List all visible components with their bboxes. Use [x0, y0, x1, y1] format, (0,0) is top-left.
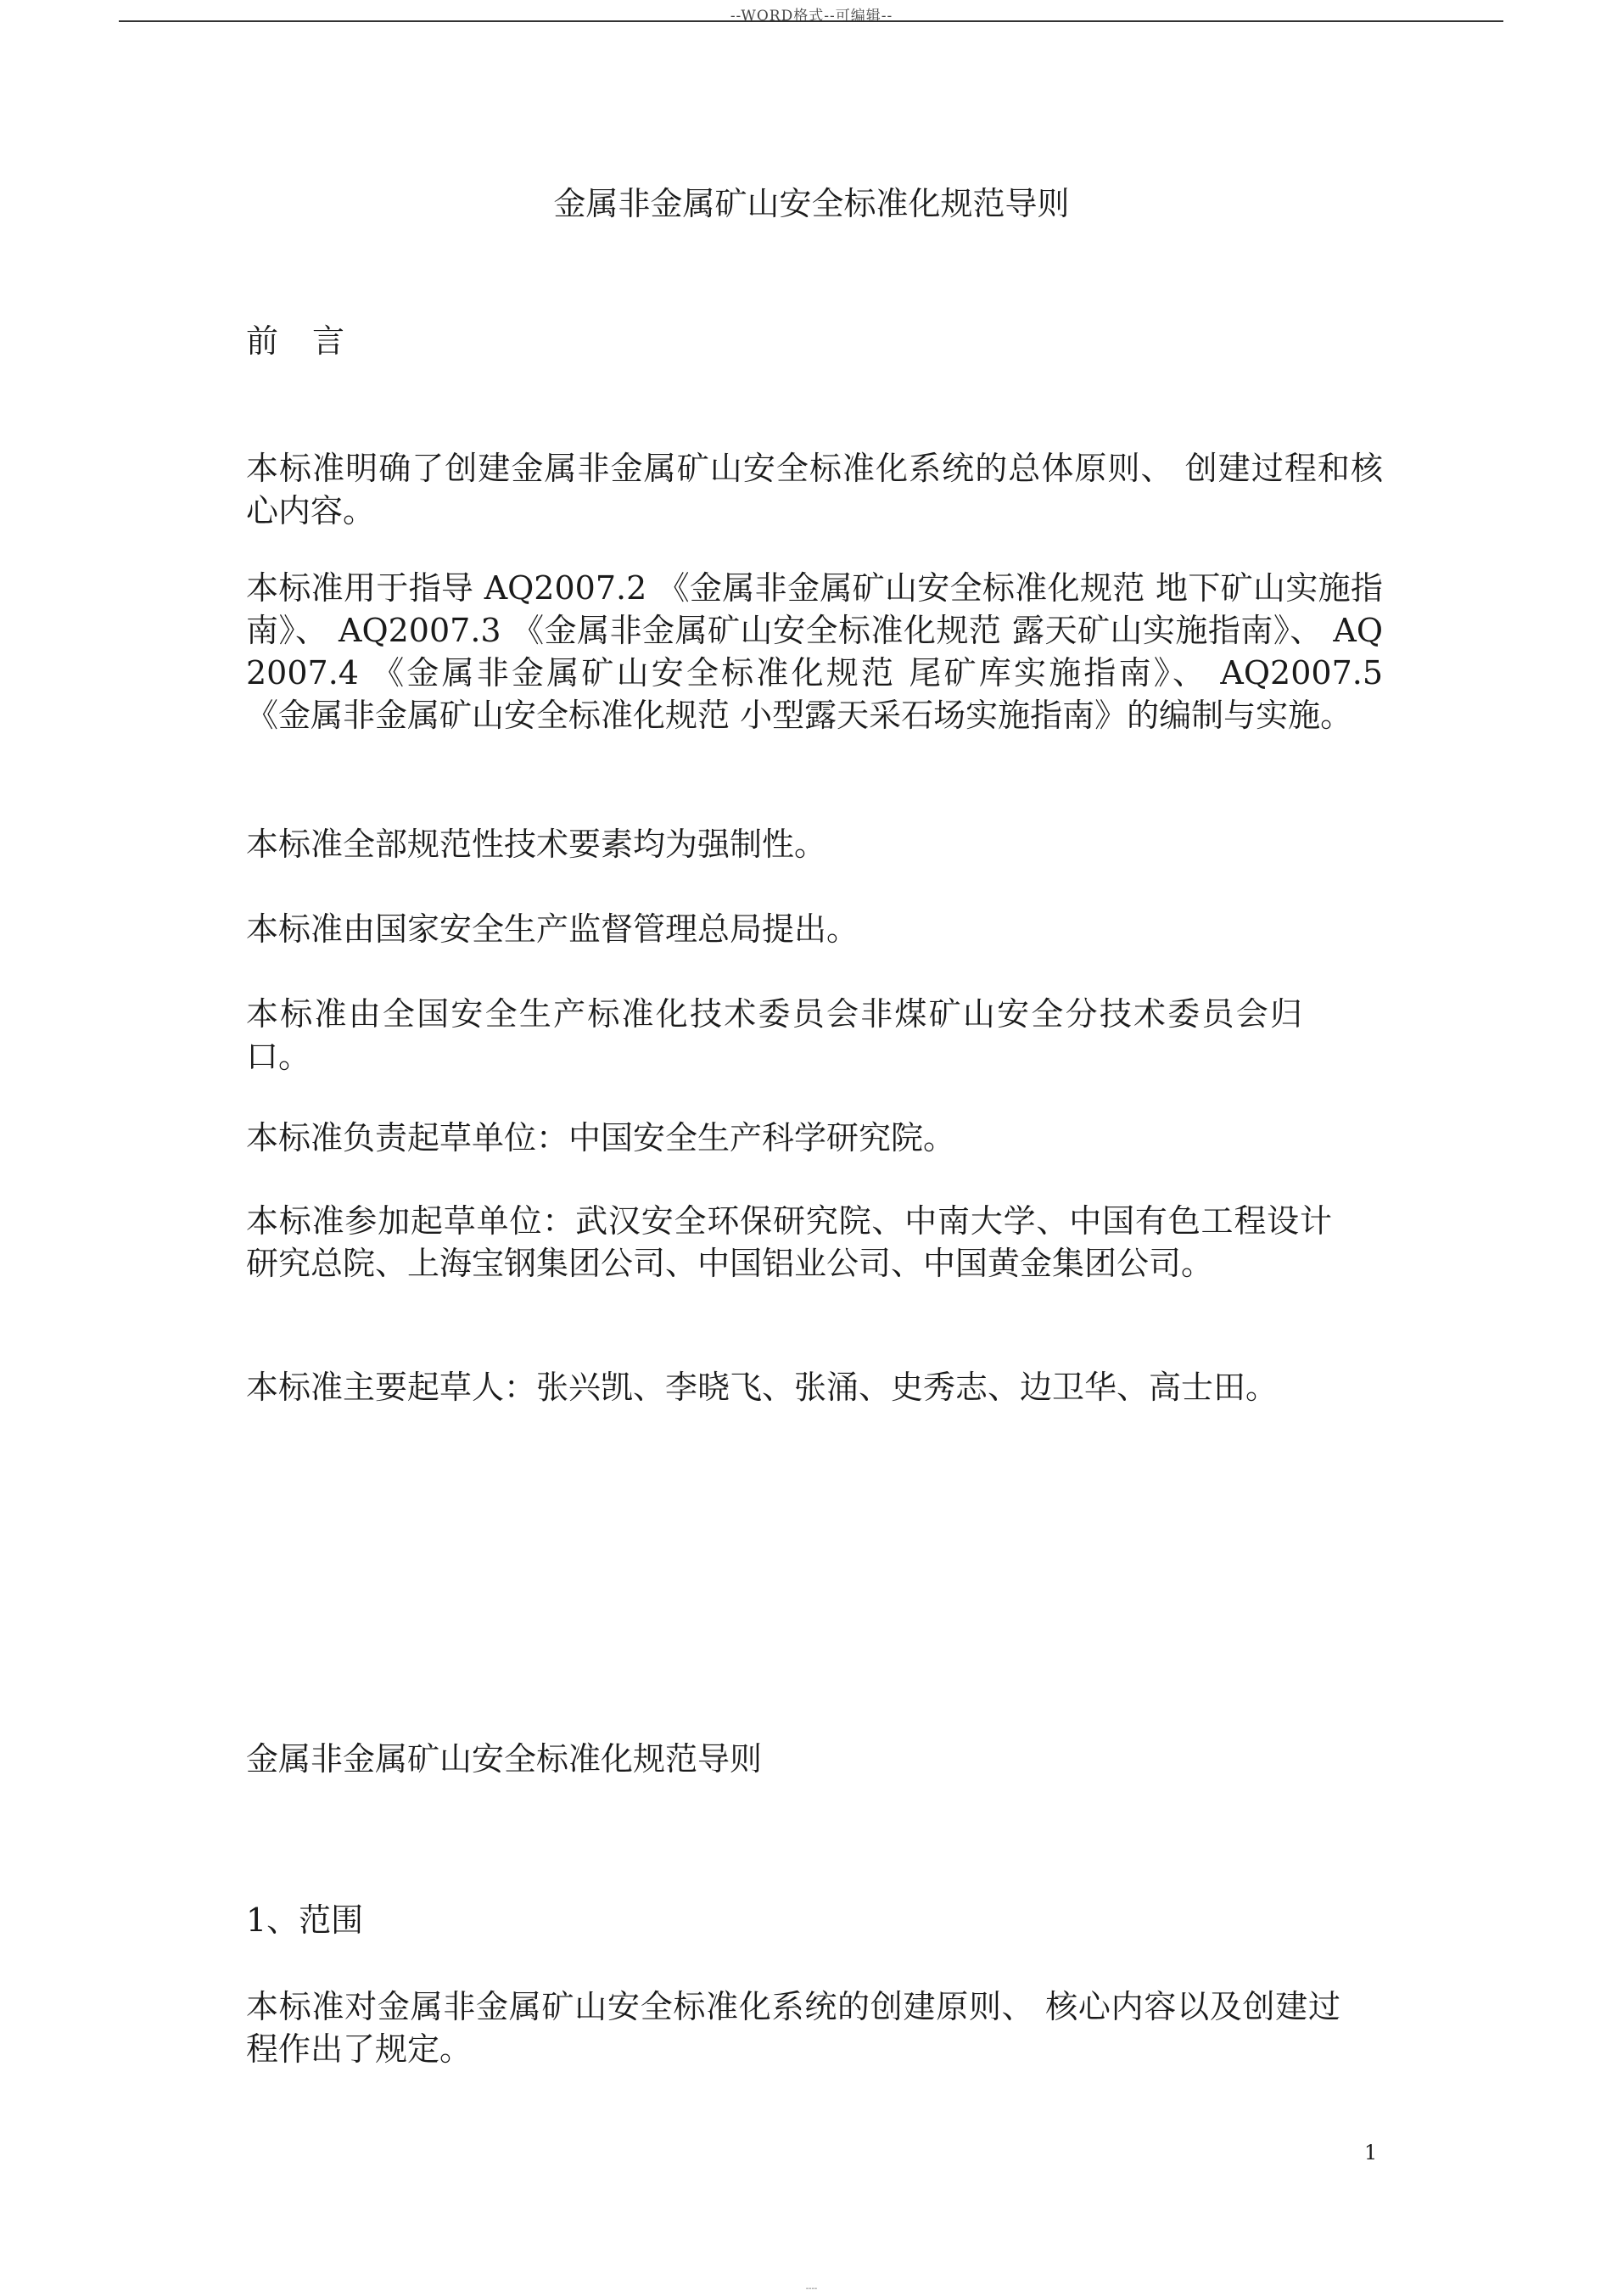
body-title: 金属非金属矿山安全标准化规范导则 [246, 1740, 763, 1778]
preface-paragraph-2: 本标准用于指导 AQ2007.2 《金属非金属矿山安全标准化规范 地下矿山实施指南》、 AQ2007.3 《金属非金属矿山安全标准化规范 露天矿山实施指南》、 AQ2007.4 《金属非金属矿山安全标准化规范 尾矿库实施指南》、 AQ2007.5 《金属非金属矿山安全标准化规范 小型露天采石场实施指南》的编制与实施。 [246, 569, 1383, 734]
preface-paragraph-8: 本标准主要起草人：张兴凯、李晓飞、张涌、史秀志、边卫华、高士田。 [246, 1369, 1279, 1406]
document-title: 金属非金属矿山安全标准化规范导则 [553, 185, 1070, 222]
preface-heading: 前言 [246, 322, 379, 360]
preface-paragraph-5: 本标准由全国安全生产标准化技术委员会非煤矿山安全分技术委员会归口。 [246, 995, 1302, 1075]
preface-paragraph-4: 本标准由国家安全生产监督管理总局提出。 [246, 910, 859, 948]
preface-paragraph-7: 本标准参加起草单位：武汉安全环保研究院、中南大学、中国有色工程设计研究总院、上海宝钢集团公司、中国铝业公司、中国黄金集团公司。 [246, 1202, 1332, 1282]
preface-paragraph-3: 本标准全部规范性技术要素均为强制性。 [246, 826, 827, 863]
page-header-text: --WORD格式--可编辑-- [730, 8, 893, 25]
section-1-text: 本标准对金属非金属矿山安全标准化系统的创建原则、 核心内容以及创建过程作出了规定。 [246, 1988, 1340, 2068]
page-number: 1 [1364, 2141, 1378, 2164]
preface-paragraph-6: 本标准负责起草单位：中国安全生产科学研究院。 [246, 1119, 956, 1156]
preface-paragraph-1: 本标准明确了创建金属非金属矿山安全标准化系统的总体原则、 创建过程和核心内容。 [246, 450, 1383, 529]
section-1-heading: 1、范围 [246, 1901, 364, 1939]
header-divider [119, 20, 1503, 22]
footer-mark: ---- [805, 2284, 818, 2293]
